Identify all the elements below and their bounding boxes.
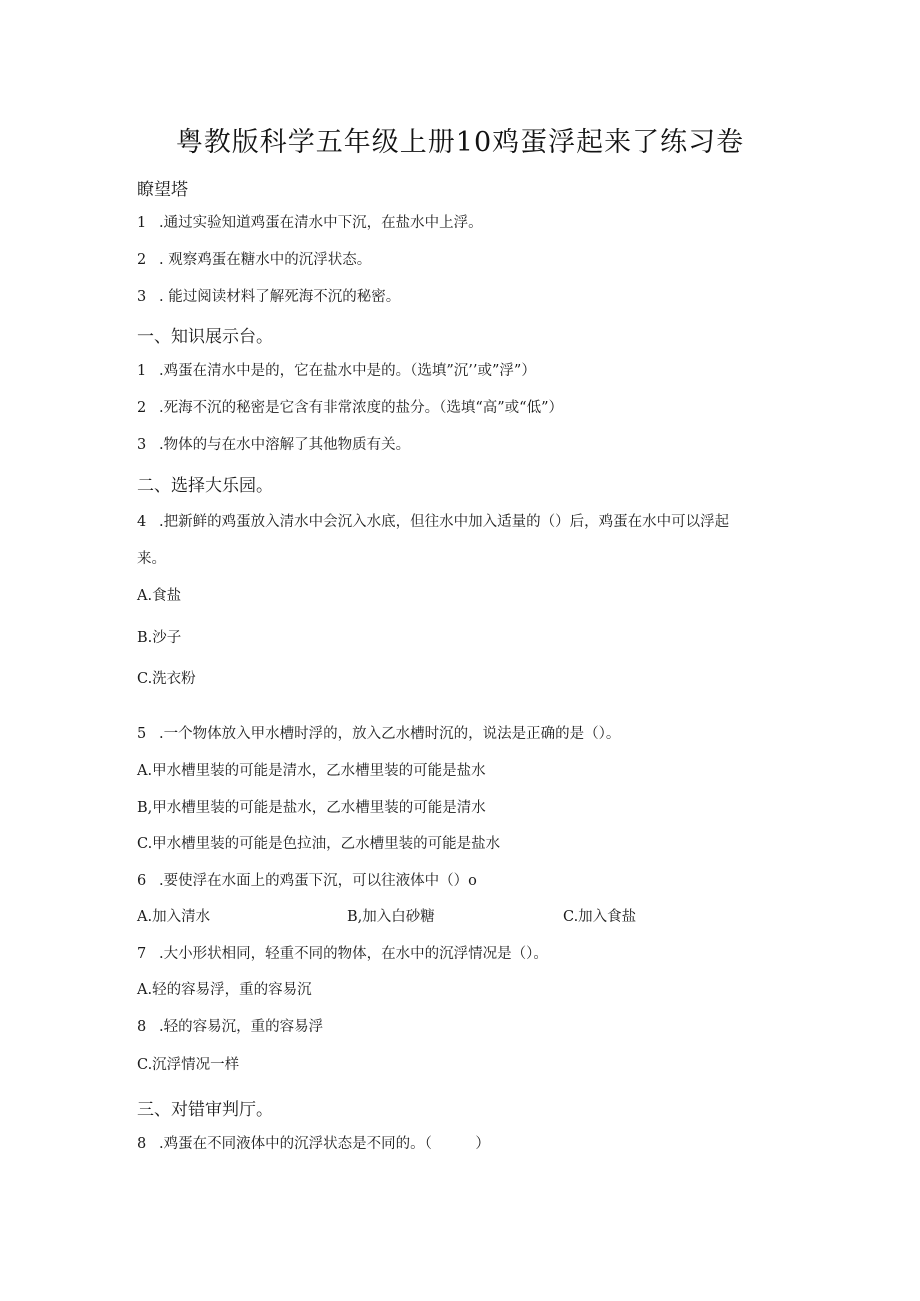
question-text: .大小形状相同，轻重不同的物体，在水中的沉浮情况是（）。 — [159, 946, 548, 962]
lookout-item — [137, 211, 483, 232]
section1-item — [137, 433, 410, 454]
option-text: .轻的容易沉，重的容易浮 — [159, 1019, 324, 1035]
question-text: .一个物体放入甲水槽时浮的，放入乙水槽时沉的，说法是正确的是（）。 — [159, 726, 621, 742]
question-text: .要使浮在水面上的鸡蛋下沉，可以往液体中（）o — [159, 873, 477, 889]
item-number: 1 — [137, 363, 147, 379]
item-number: 4 — [137, 514, 147, 530]
lookout-item — [137, 248, 371, 269]
item-number: 7 — [137, 946, 147, 962]
item-number: 2 — [137, 400, 147, 416]
q7-option-c: C.沉浮情况一样 — [137, 1057, 240, 1073]
item-text: .物体的与在水中溶解了其他物质有关。 — [159, 437, 411, 453]
q6-option-c: C.加入食盐 — [563, 909, 637, 925]
q5-option-a: A.甲水槽里装的可能是清水，乙水槽里装的可能是盐水 — [137, 763, 486, 779]
question-4-continuation: 来。 — [137, 551, 166, 567]
item-text: .鸡蛋在不同液体中的沉浮状态是不同的。（ ） — [159, 1136, 490, 1152]
section1-heading: 一、知识展示台。 — [137, 327, 273, 347]
item-number: 3 — [137, 437, 147, 453]
item-text: . 能过阅读材料了解死海不沉的秘密。 — [159, 289, 401, 305]
q6-option-a: A.加入清水 — [137, 909, 211, 925]
section3-item — [137, 1132, 490, 1153]
q4-option-a: A.食盐 — [137, 588, 182, 604]
question-5 — [137, 722, 620, 743]
item-text: . 观察鸡蛋在糖水中的沉浮状态。 — [159, 252, 372, 268]
section1-item — [137, 396, 563, 417]
q6-option-b: B,加入白砂糖 — [347, 909, 435, 925]
question-7 — [137, 942, 548, 963]
page-title: 粤教版科学五年级上册10鸡蛋浮起来了练习卷 — [175, 127, 745, 158]
q5-option-c: C.甲水槽里装的可能是色拉油，乙水槽里装的可能是盐水 — [137, 836, 501, 852]
section2-heading: 二、选择大乐园。 — [137, 476, 273, 496]
item-text: .鸡蛋在清水中是的，它在盐水中是的。（选填”沉’’或”浮”） — [159, 363, 536, 379]
item-number: 8 — [137, 1136, 147, 1152]
item-number: 1 — [137, 215, 147, 231]
lookout-heading: 瞭望塔 — [137, 180, 188, 200]
item-number: 5 — [137, 726, 147, 742]
question-text: .把新鲜的鸡蛋放入清水中会沉入水底，但往水中加入适量的（）后，鸡蛋在水中可以浮起 — [159, 514, 730, 530]
q4-option-b: B.沙子 — [137, 630, 182, 646]
q4-option-c: C.洗衣粉 — [137, 671, 196, 687]
item-text: .通过实验知道鸡蛋在清水中下沉，在盐水中上浮。 — [159, 215, 483, 231]
question-4 — [137, 510, 729, 531]
item-number: 3 — [137, 289, 147, 305]
q7-option-a: A.轻的容易浮，重的容易沉 — [137, 982, 312, 998]
q7-option-b — [137, 1015, 323, 1036]
item-number: 6 — [137, 873, 147, 889]
lookout-item — [137, 285, 400, 306]
item-text: .死海不沉的秘密是它含有非常浓度的盐分。（选填“高”或“低”） — [159, 400, 564, 416]
question-6 — [137, 869, 477, 890]
item-number: 2 — [137, 252, 147, 268]
q5-option-b: B,甲水槽里装的可能是盐水，乙水槽里装的可能是清水 — [137, 800, 486, 816]
item-number: 8 — [137, 1019, 147, 1035]
section1-item — [137, 359, 536, 380]
section3-heading: 三、对错审判厅。 — [137, 1100, 273, 1120]
